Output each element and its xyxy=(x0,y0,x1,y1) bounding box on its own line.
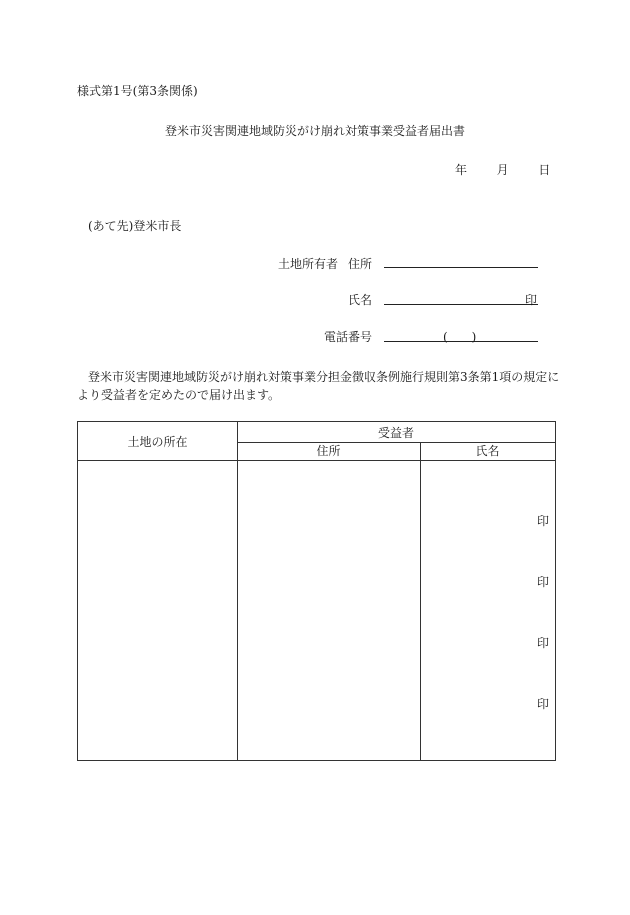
beneficiary-table xyxy=(77,421,556,761)
seal-mark: 印 xyxy=(536,514,549,528)
date-month-label: 月 xyxy=(496,163,509,177)
address-cell[interactable] xyxy=(238,461,420,760)
seal-mark: 印 xyxy=(525,293,538,307)
date-line xyxy=(455,162,550,178)
body-text-line-1: 登米市災害関連地域防災がけ崩れ対策事業分担金徴収条例施行規則第3条第1項の規定に xyxy=(88,370,560,384)
seal-mark: 印 xyxy=(536,697,549,711)
date-year-label: 年 xyxy=(455,163,468,177)
seal-mark: 印 xyxy=(536,575,549,589)
phone-area-code-parens: ( ) xyxy=(443,330,477,344)
header-beneficiary: 受益者 xyxy=(377,426,414,440)
land-location-cell[interactable] xyxy=(78,461,237,760)
addressee: (あて先)登米市長 xyxy=(88,219,182,233)
date-day-label: 日 xyxy=(538,163,551,177)
header-address: 住所 xyxy=(316,444,341,458)
body-text-line-2: より受益者を定めたので届け出ます。 xyxy=(77,388,281,402)
header-name: 氏名 xyxy=(475,444,500,458)
address-line[interactable] xyxy=(384,267,538,268)
landowner-label: 土地所有者 xyxy=(278,257,339,271)
name-cell[interactable] xyxy=(421,461,555,760)
header-land-location: 土地の所在 xyxy=(127,435,188,449)
phone-label: 電話番号 xyxy=(324,330,373,344)
name-label: 氏名 xyxy=(348,293,373,307)
address-label: 住所 xyxy=(348,257,373,271)
form-number: 様式第1号(第3条関係) xyxy=(77,84,198,98)
document-title: 登米市災害関連地域防災がけ崩れ対策事業受益者届出書 xyxy=(164,124,465,138)
seal-mark: 印 xyxy=(536,636,549,650)
name-line[interactable] xyxy=(384,304,538,305)
